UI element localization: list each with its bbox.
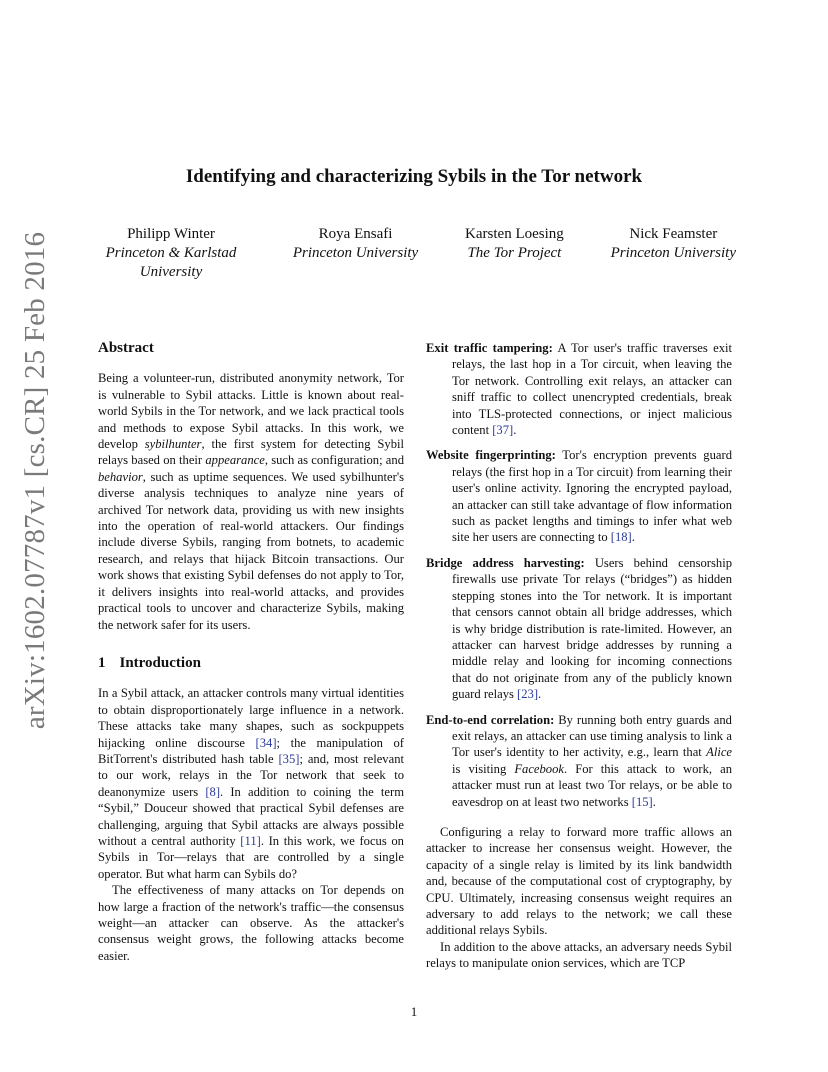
attack-item-website-fingerprinting: Website fingerprinting: Tor's encryption prevents guard relays (the first hop in a Tor circuit) from learning their user's online activity. Ignoring the encrypted payload, an attacker can still take advantage of flow information such as packet lengths and timings to infer what web site her users are connecting to [18]. xyxy=(426,448,732,545)
arxiv-identifier-text: arXiv:1602.07787v1 [cs.CR] 25 Feb 2016 xyxy=(19,231,52,729)
author-affiliation: Princeton & Karlstad University xyxy=(105,245,237,280)
arxiv-identifier-stamp xyxy=(18,231,54,729)
author-affiliation: Princeton University xyxy=(292,245,419,261)
section-heading-introduction xyxy=(98,655,404,671)
author-name: Roya Ensafi xyxy=(318,226,393,242)
citation-link[interactable]: [18] xyxy=(610,530,632,545)
author-block xyxy=(96,225,736,282)
author-3 xyxy=(465,225,564,282)
citation-link[interactable]: [11] xyxy=(240,833,261,848)
citation-link[interactable]: [8] xyxy=(205,784,221,799)
attack-item-bridge-harvesting: Bridge address harvesting: Users behind censorship firewalls use private Tor relays (“bridges”) as hidden stepping stones into the Tor network. It is important that censors cannot obtain all bridge addresses, which is why bridge distribution is rate-limited. However, an attacker can harvest bridge addresses by running a middle relay and looking for incoming connections that do not originate from any of the publicly known guard relays [23]. xyxy=(426,555,732,702)
author-affiliation: The Tor Project xyxy=(467,245,562,261)
author-4 xyxy=(611,225,736,282)
abstract-body: Being a volunteer-run, distributed anonymity network, Tor is vulnerable to Sybil attacks. Little is known about real-world Sybils in the Tor network, and we lack practical tools and methods to expose Sybil attacks. In this work, we develop sybilhunter, the first system for detecting Sybil relays based on their appearance, such as configuration; and behavior, such as uptime sequences. We used sybilhunter's diverse analysis techniques to analyze nine years of archived Tor network data, providing us with new insights into the operation of real-world attackers. Our findings include diverse Sybils, ranging from botnets, to academic research, and relays that hijack Bitcoin transactions. Our work shows that existing Sybil defenses do not apply to Tor, it delivers insights into real-world attacks, and provides practical tools to uncover and characterize Sybils, making the network safer for its users. xyxy=(98,371,405,632)
attack-item-end-to-end: End-to-end correlation: By running both entry guards and exit relays, an attacker can use timing analysis to link a Tor user's identity to her activity, e.g., learn that Alice is visiting Facebook. For this attack to work, an attacker must run at least two Tor relays, or be able to eavesdrop on at least two networks [15]. xyxy=(426,712,732,809)
right-column xyxy=(426,340,732,972)
page-number: 1 xyxy=(410,1004,418,1019)
paper-title: Identifying and characterizing Sybils in the Tor network xyxy=(185,166,643,187)
body-paragraph-onion: In addition to the above attacks, an adversary needs Sybil relays to manipulate onion services, which are TCP xyxy=(426,939,732,971)
left-column xyxy=(98,340,404,964)
citation-link[interactable]: [34] xyxy=(255,735,277,750)
citation-link[interactable]: [15] xyxy=(631,794,653,809)
section-title: Introduction xyxy=(119,654,201,671)
author-name: Karsten Loesing xyxy=(465,226,564,242)
intro-paragraph-2: The effectiveness of many attacks on Tor depends on how large a fraction of the network's traffic—the consensus weight—an attacker can observe. As the attacker's consensus weight grows, the following attacks become easier. xyxy=(98,883,404,963)
citation-link[interactable]: [37] xyxy=(492,423,514,438)
section-number: 1 xyxy=(98,654,106,671)
author-name: Nick Feamster xyxy=(629,226,718,242)
body-paragraph-consensus: Configuring a relay to forward more traffic allows an attacker to increase her consensus weight. However, the capacity of a single relay is limited by its link bandwidth and, because of the computational cost of cryptography, by CPU. Ultimately, increasing consensus weight requires an adversary to add relays to the network; we call these additional relays Sybils. xyxy=(426,824,732,938)
citation-link[interactable]: [35] xyxy=(278,751,300,766)
author-1 xyxy=(96,225,246,282)
tool-name: sybilhunter xyxy=(144,437,202,452)
author-affiliation: Princeton University xyxy=(610,245,736,261)
intro-paragraph-1: In a Sybil attack, an attacker controls many virtual identities to obtain disproportionately large influence in a network. These attacks take many shapes, such as sockpuppets hijacking online discourse [34]; the manipulation of BitTorrent's distributed hash table [35]; and, most relevant to our work, relays in the Tor network that seek to deanonymize users [8]. In addition to coining the term “Sybil,” Douceur showed that practical Sybil defenses are challenging, arguing that Sybil attacks are always possible without a central authority [11]. In this work, we focus on Sybils in Tor—relays that are controlled by a single operator. But what harm can Sybils do? xyxy=(98,686,404,881)
citation-link[interactable]: [23] xyxy=(517,687,539,702)
author-2 xyxy=(293,225,418,282)
author-name: Philipp Winter xyxy=(127,226,215,242)
attack-item-exit-traffic: Exit traffic tampering: A Tor user's traffic traverses exit relays, the last hop in a Tor circuit, when leaving the Tor network. Controlling exit relays, an attacker can sniff traffic to collect unencrypted credentials, break into TLS-protected connections, or inject malicious content [37]. xyxy=(426,341,733,438)
abstract-heading: Abstract xyxy=(98,340,154,356)
